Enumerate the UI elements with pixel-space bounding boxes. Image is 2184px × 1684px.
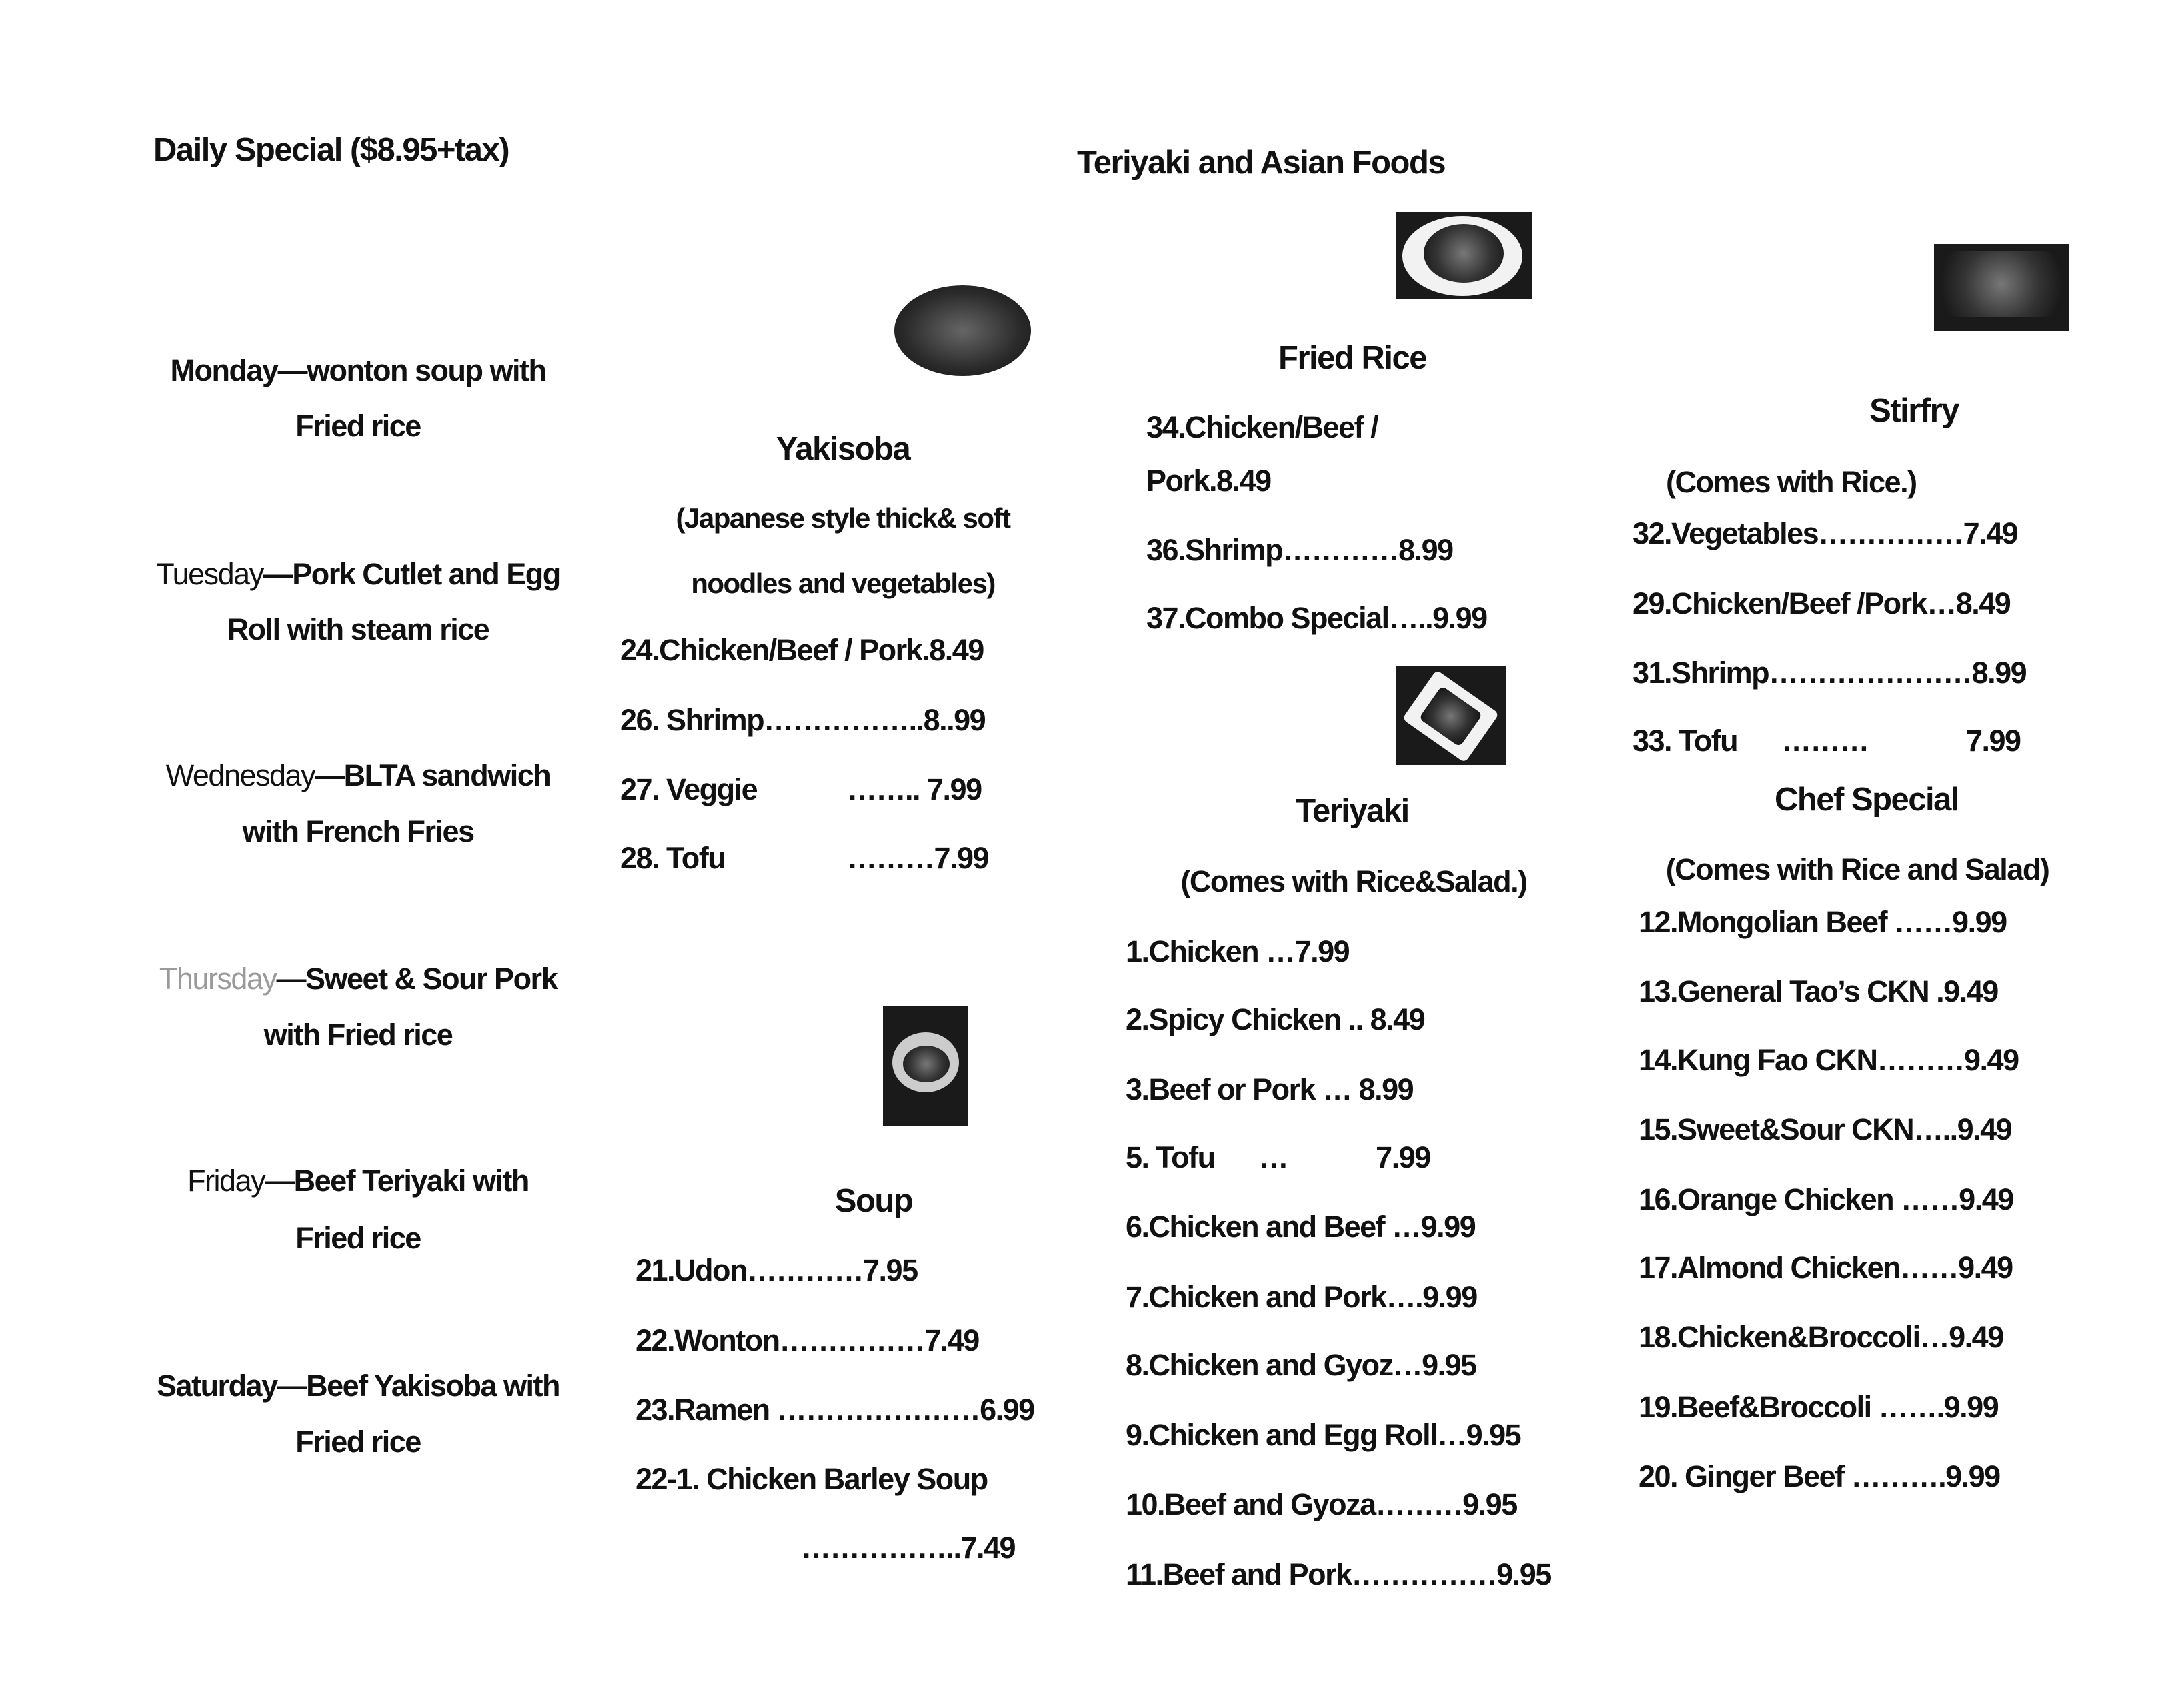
menu-item: 1.Chicken …7.99 xyxy=(1126,934,1350,968)
stirfry-photo xyxy=(1934,244,2069,331)
saturday-line1 xyxy=(157,1369,560,1403)
soup-photo xyxy=(883,1006,968,1126)
yakisoba-photo xyxy=(894,285,1031,376)
menu-item: 36.Shrimp…………8.99 xyxy=(1146,533,1453,567)
thursday-line2: with Fried rice xyxy=(263,1018,453,1052)
day-name: Thursday xyxy=(159,962,277,996)
special-desc: —Beef Teriyaki with xyxy=(265,1164,529,1198)
menu-item: 16.Orange Chicken ……9.49 xyxy=(1639,1182,2013,1216)
menu-item: 20. Ginger Beef ……….9.99 xyxy=(1639,1459,2000,1493)
stirfry-desc: (Comes with Rice.) xyxy=(1666,465,1917,499)
teriyaki-desc: (Comes with Rice&Salad.) xyxy=(1180,864,1527,898)
menu-item-price: …….. 7.99 xyxy=(847,772,982,806)
menu-item: 37.Combo Special…..9.99 xyxy=(1146,601,1487,635)
yakisoba-title: Yakisoba xyxy=(776,431,910,467)
chef-special-title: Chef Special xyxy=(1774,782,1959,818)
menu-item: 2.Spicy Chicken .. 8.49 xyxy=(1126,1002,1425,1036)
menu-item: 31.Shrimp…………………8.99 xyxy=(1632,656,2027,690)
menu-item: 32.Vegetables……………7.49 xyxy=(1632,516,2018,550)
menu-item: 23.Ramen …………………6.99 xyxy=(636,1393,1034,1427)
teriyaki-title: Teriyaki xyxy=(1296,793,1409,829)
friday-line2: Fried rice xyxy=(295,1221,421,1255)
day-name: Wednesday xyxy=(165,758,315,792)
menu-title: Teriyaki and Asian Foods xyxy=(1077,145,1446,181)
menu-item: 18.Chicken&Broccoli…9.49 xyxy=(1639,1320,2003,1354)
menu-item: 27. Veggie xyxy=(620,772,758,806)
menu-item: 24.Chicken/Beef / Pork.8.49 xyxy=(620,633,984,667)
menu-item: 34.Chicken/Beef / xyxy=(1146,410,1378,444)
wednesday-line2: with French Fries xyxy=(242,814,474,848)
friday-line1 xyxy=(187,1164,529,1198)
monday-line2: Fried rice xyxy=(295,409,421,443)
monday-line1 xyxy=(171,353,546,388)
menu-item: Pork.8.49 xyxy=(1146,464,1271,498)
menu-item: 10.Beef and Gyoza………9.95 xyxy=(1126,1487,1517,1521)
menu-item-price: ………7.99 xyxy=(847,841,989,875)
menu-item: 21.Udon…………7.95 xyxy=(636,1253,918,1287)
tuesday-line2: Roll with steam rice xyxy=(227,612,489,646)
menu-item: 26. Shrimp……………..8..99 xyxy=(620,703,986,737)
menu-item: 3.Beef or Pork … 8.99 xyxy=(1126,1072,1414,1106)
menu-item: 6.Chicken and Beef …9.99 xyxy=(1126,1210,1476,1244)
special-desc: —Beef Yakisoba with xyxy=(277,1369,560,1403)
soup-title: Soup xyxy=(834,1183,913,1219)
day-name: Saturday xyxy=(157,1369,277,1403)
menu-item: 17.Almond Chicken……9.49 xyxy=(1639,1250,2013,1285)
special-desc: —Pork Cutlet and Egg xyxy=(263,557,560,591)
day-name: Tuesday xyxy=(156,557,263,591)
fried-rice-photo xyxy=(1396,212,1532,299)
menu-item: 12.Mongolian Beef ……9.99 xyxy=(1639,905,2007,939)
thursday-line1 xyxy=(159,962,557,996)
tuesday-line1 xyxy=(156,557,560,592)
day-name: Friday xyxy=(187,1164,265,1198)
yakisoba-desc-1: (Japanese style thick& soft xyxy=(676,502,1010,534)
menu-item: 28. Tofu xyxy=(620,841,726,875)
special-desc: —Sweet & Sour Pork xyxy=(276,962,558,996)
menu-item: 7.Chicken and Pork….9.99 xyxy=(1126,1280,1477,1314)
fried-rice-title: Fried Rice xyxy=(1278,340,1426,376)
teriyaki-photo xyxy=(1396,666,1506,765)
menu-item: 8.Chicken and Gyoz…9.95 xyxy=(1126,1348,1476,1382)
day-name: Monday xyxy=(170,353,278,387)
menu-item: 22.Wonton……………7.49 xyxy=(636,1323,979,1357)
menu-item: 33. Tofu ……… xyxy=(1632,724,1869,758)
menu-item: 15.Sweet&Sour CKN…..9.49 xyxy=(1639,1112,2012,1146)
menu-item: 9.Chicken and Egg Roll…9.95 xyxy=(1126,1418,1521,1452)
menu-item: 29.Chicken/Beef /Pork…8.49 xyxy=(1632,586,2011,620)
chef-special-desc: (Comes with Rice and Salad) xyxy=(1665,852,2049,886)
daily-special-title: Daily Special ($8.95+tax) xyxy=(153,132,509,168)
special-desc: —BLTA sandwich xyxy=(315,758,551,792)
menu-item: 22-1. Chicken Barley Soup xyxy=(636,1462,988,1496)
menu-item: ……………..7.49 xyxy=(801,1531,1016,1565)
wednesday-line1 xyxy=(166,758,551,793)
special-desc: —wonton soup with xyxy=(277,353,546,387)
saturday-line2: Fried rice xyxy=(295,1425,421,1459)
stirfry-title: Stirfry xyxy=(1869,393,1959,429)
menu-item: 19.Beef&Broccoli …….9.99 xyxy=(1639,1390,1999,1424)
menu-item-price: 7.99 xyxy=(1966,724,2021,758)
menu-item: 5. Tofu … 7.99 xyxy=(1126,1140,1430,1174)
yakisoba-desc-2: noodles and vegetables) xyxy=(691,568,995,599)
menu-item: 14.Kung Fao CKN………9.49 xyxy=(1639,1043,2019,1077)
menu-item: 11.Beef and Pork……………9.95 xyxy=(1126,1557,1551,1591)
menu-item: 13.General Tao’s CKN .9.49 xyxy=(1639,974,1998,1008)
